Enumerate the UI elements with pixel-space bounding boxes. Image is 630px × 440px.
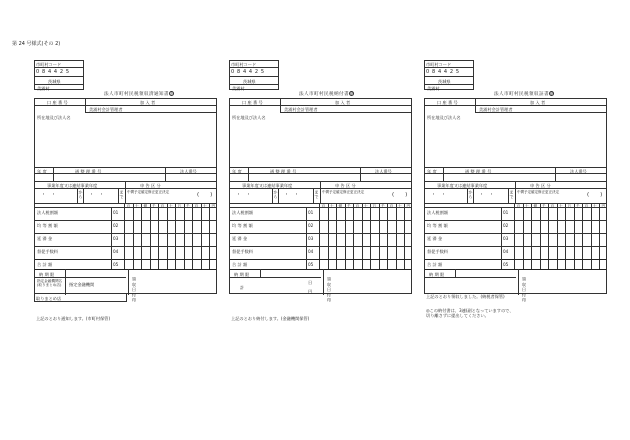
digit-header-6: 万 (177, 203, 182, 208)
digit-header-3: 千 (152, 203, 156, 208)
amount-row-code-4: 05 (308, 262, 314, 267)
digit-header-5: 十 (364, 203, 368, 208)
bank-name-value: 指定金融機関 (69, 282, 95, 287)
form-copy-receipt (424, 60, 607, 360)
form-footer (424, 294, 607, 360)
filing-type-3: 修正 (538, 189, 546, 194)
amount-row-code-0: 01 (503, 210, 509, 215)
digit-header-0: 百 (516, 203, 521, 208)
digit-header-10: 円 (601, 203, 606, 208)
total-label: 計 (240, 285, 245, 290)
form-title-mark: 納 (549, 92, 554, 96)
amount-row-code-2: 03 (503, 236, 509, 241)
digit-header-10: 円 (406, 203, 411, 208)
period-from-label: から (78, 189, 84, 198)
due-date-label: 納 期 限 (234, 272, 250, 277)
amount-row-code-1: 02 (113, 223, 119, 228)
amount-row-code-1: 02 (308, 223, 314, 228)
amount-row-label-1: 均 等 割 額 (427, 223, 448, 228)
town-name: 美浦村 (427, 85, 440, 91)
form-header (229, 60, 412, 101)
digit-header-1: 十 (135, 203, 139, 208)
digit-header-0: 百 (126, 203, 131, 208)
right-note: 上記のとおり領収しました。(納税者保管) (426, 294, 505, 299)
digit-header-7: 千 (186, 203, 190, 208)
digit-header-4: 百 (355, 203, 360, 208)
filing-type-4: 更正 (350, 189, 358, 194)
digit-header-8: 百 (194, 203, 199, 208)
filing-type-0: 中間 (322, 189, 330, 194)
amount-row-code-1: 02 (503, 223, 509, 228)
period-to-label: まで (509, 189, 515, 198)
amount-row-label-0: 法人税割額 (37, 210, 58, 215)
digit-header-9: 十 (593, 203, 597, 208)
form-main-table: 口 座 番 号 加 入 者 美浦村会計管理者 所在地及び法人名 年 度 通 整 理 番 号 法人番号 事業年度又は連結事業年度 申 告 区 分 ・ ・ から ・ ・ まで 中間 予定 確定 修正 更正 決定 ( ) 百 十 億 千 百 十 万 千 百 十 円 法人税割額 01 均 等 割 額 02 延 滞 金 03 督促手数料 04 合 計 額 05 納 期 限 領収日付印 (424, 98, 607, 294)
form-footer (229, 294, 412, 360)
account-number-label: 口 座 番 号 (242, 99, 263, 105)
bottom-note: 上記のとおり納付します。(金融機関保管) (231, 316, 310, 321)
municipal-code-box (424, 60, 474, 90)
period-to-label: まで (119, 189, 125, 198)
payee-label: 加 入 者 (335, 99, 351, 105)
business-period-label: 事業年度又は連結事業年度 (47, 182, 98, 188)
form-copy-notice (34, 60, 217, 360)
form-number: 第 24 号様式(その 2) (12, 41, 61, 47)
amount-row-code-0: 01 (113, 210, 119, 215)
amount-row-label-4: 合 計 額 (232, 262, 248, 267)
filing-type-1: 予定 (134, 189, 142, 194)
filing-type-2: 確定 (531, 189, 539, 194)
payee-label: 加 入 者 (140, 99, 156, 105)
amount-row-code-4: 05 (503, 262, 509, 267)
business-period-label: 事業年度又は連結事業年度 (437, 182, 488, 188)
business-period-label: 事業年度又は連結事業年度 (242, 182, 293, 188)
form-title-text: 法人市町村民税納付書 (299, 92, 349, 97)
reference-number-label: 通 整 理 番 号 (270, 168, 297, 174)
digit-header-0: 百 (321, 203, 326, 208)
amount-row-label-3: 督促手数料 (37, 249, 58, 254)
filing-category-label: 申 告 区 分 (335, 182, 356, 188)
amount-row-code-2: 03 (308, 236, 314, 241)
amount-row-label-4: 合 計 額 (427, 262, 443, 267)
bottom-note: 上記のとおり通知します。(市町村保管) (36, 316, 111, 321)
amount-row-label-4: 合 計 額 (37, 262, 53, 267)
prefecture-name: 茨城県 (438, 78, 451, 84)
payee-name: 美浦村会計管理者 (479, 106, 513, 112)
yen-label: 円 (308, 289, 313, 294)
filing-type-4: 更正 (155, 189, 163, 194)
corporate-number-label: 法人番号 (180, 168, 197, 174)
filing-type-1: 予定 (524, 189, 532, 194)
date-label: 日 (308, 280, 313, 285)
filing-type-3: 修正 (148, 189, 156, 194)
filing-type-5: 決定 (552, 189, 560, 194)
filing-type-0: 中間 (127, 189, 135, 194)
corporate-number-label: 法人番号 (570, 168, 587, 174)
right-note-2: ◎この納付書は、3連(副となっていますので、切り離さずに提出してください。 (426, 308, 514, 319)
municipal-code-box (229, 60, 279, 90)
address-label: 所在地及び法人名 (37, 115, 71, 120)
form-footer (34, 294, 217, 360)
municipal-code-label: 市町村コード (426, 61, 452, 67)
town-name: 美浦村 (37, 85, 50, 91)
municipal-code-digits: 0 8 4 4 2 5 (231, 69, 265, 75)
form-main-table: 口 座 番 号 加 入 者 美浦村会計管理者 所在地及び法人名 年 度 通 整 理 番 号 法人番号 事業年度又は連結事業年度 申 告 区 分 ・ ・ から ・ ・ まで 中間 予定 確定 修正 更正 決定 ( ) 百 十 億 千 百 十 万 千 百 十 円 法人税割額 01 均 等 割 額 02 延 滞 金 03 督促手数料 04 合 計 額 05 納 期 限 計 日 円 領収日付印 (229, 98, 412, 294)
amount-row-label-3: 督促手数料 (427, 249, 448, 254)
digit-header-3: 千 (542, 203, 546, 208)
payee-name: 美浦村会計管理者 (89, 106, 123, 112)
digit-header-2: 億 (338, 203, 343, 208)
digit-header-10: 円 (211, 203, 216, 208)
digit-header-2: 億 (143, 203, 148, 208)
account-number-label: 口 座 番 号 (437, 99, 458, 105)
receipt-stamp-label: 領収日付印 (132, 277, 138, 303)
year-label: 年 度 (232, 168, 242, 174)
form-title-mark: 納 (349, 92, 354, 96)
amount-row-code-3: 04 (113, 249, 119, 254)
amount-row-code-2: 03 (113, 236, 119, 241)
digit-header-6: 万 (372, 203, 377, 208)
payee-label: 加 入 者 (530, 99, 546, 105)
form-title-mark: 市 (169, 92, 174, 96)
digit-header-7: 千 (576, 203, 580, 208)
municipal-code-box (34, 60, 84, 90)
filing-category-label: 申 告 区 分 (140, 182, 161, 188)
digit-header-8: 百 (389, 203, 394, 208)
amount-row-label-1: 均 等 割 額 (232, 223, 253, 228)
town-name: 美浦村 (232, 85, 245, 91)
form-title (104, 91, 174, 98)
municipal-code-label: 市町村コード (231, 61, 257, 67)
form-title (299, 91, 354, 98)
filing-type-5: 決定 (162, 189, 170, 194)
form-header (424, 60, 607, 101)
prefecture-name: 茨城県 (243, 78, 256, 84)
receipt-stamp-label: 領収日付印 (522, 277, 528, 303)
account-number-label: 口 座 番 号 (47, 99, 68, 105)
amount-row-label-3: 督促手数料 (232, 249, 253, 254)
filing-type-2: 確定 (336, 189, 344, 194)
period-from-label: から (273, 189, 279, 198)
filing-type-2: 確定 (141, 189, 149, 194)
municipal-code-digits: 0 8 4 4 2 5 (36, 69, 70, 75)
amount-row-label-2: 延 滞 金 (232, 236, 248, 241)
form-main-table: 口 座 番 号 加 入 者 美浦村会計管理者 所在地及び法人名 年 度 通 整 理 番 号 法人番号 事業年度又は連結事業年度 申 告 区 分 ・ ・ から ・ ・ まで 中間 予定 確定 修正 更正 決定 ( ) 百 十 億 千 百 十 万 千 百 十 円 法人税割額 01 均 等 割 額 02 延 滞 金 03 督促手数料 04 合 計 額 05 納 期 限 指定金融機関名(取りまとめ店) 指定金融機関 領収日付印 (34, 98, 217, 294)
bank-branch-label: 取りまとめ店 (36, 295, 62, 301)
amount-row-label-0: 法人税割額 (232, 210, 253, 215)
amount-row-code-4: 05 (113, 262, 119, 267)
filing-type-0: 中間 (517, 189, 525, 194)
prefecture-name: 茨城県 (48, 78, 61, 84)
address-label: 所在地及び法人名 (427, 115, 461, 120)
due-date-label: 納 期 限 (429, 272, 445, 277)
year-label: 年 度 (427, 168, 437, 174)
bank-name-label: 指定金融機関名(取りまとめ店) (37, 279, 63, 288)
digit-header-8: 百 (584, 203, 589, 208)
reference-number-label: 通 整 理 番 号 (75, 168, 102, 174)
municipal-code-digits: 0 8 4 4 2 5 (426, 69, 460, 75)
filing-type-1: 予定 (329, 189, 337, 194)
amount-row-label-1: 均 等 割 額 (37, 223, 58, 228)
reference-number-label: 通 整 理 番 号 (465, 168, 492, 174)
form-copy-payment (229, 60, 412, 360)
municipal-code-label: 市町村コード (36, 61, 62, 67)
digit-header-6: 万 (567, 203, 572, 208)
payee-name: 美浦村会計管理者 (284, 106, 318, 112)
digit-header-3: 千 (347, 203, 351, 208)
digit-header-1: 十 (525, 203, 529, 208)
digit-header-5: 十 (169, 203, 173, 208)
amount-row-code-3: 04 (503, 249, 509, 254)
form-title-text: 法人市町村民税領収証書 (494, 92, 549, 97)
amount-row-code-0: 01 (308, 210, 314, 215)
digit-header-5: 十 (559, 203, 563, 208)
amount-row-label-2: 延 滞 金 (37, 236, 53, 241)
filing-type-5: 決定 (357, 189, 365, 194)
digit-header-1: 十 (330, 203, 334, 208)
form-title (494, 91, 554, 98)
corporate-number-label: 法人番号 (375, 168, 392, 174)
amount-row-code-3: 04 (308, 249, 314, 254)
period-to-label: まで (314, 189, 320, 198)
digit-header-9: 十 (203, 203, 207, 208)
digit-header-2: 億 (533, 203, 538, 208)
amount-row-label-0: 法人税割額 (427, 210, 448, 215)
filing-type-3: 修正 (343, 189, 351, 194)
filing-type-4: 更正 (545, 189, 553, 194)
digit-header-9: 十 (398, 203, 402, 208)
address-label: 所在地及び法人名 (232, 115, 266, 120)
year-label: 年 度 (37, 168, 47, 174)
due-date-label: 納 期 限 (39, 272, 55, 277)
digit-header-4: 百 (160, 203, 165, 208)
digit-header-4: 百 (550, 203, 555, 208)
digit-header-7: 千 (381, 203, 385, 208)
form-header (34, 60, 217, 101)
form-title-text: 法人市町村民税領収済通知書 (104, 92, 169, 97)
filing-category-label: 申 告 区 分 (530, 182, 551, 188)
amount-row-label-2: 延 滞 金 (427, 236, 443, 241)
period-from-label: から (468, 189, 474, 198)
receipt-stamp-label: 領収日付印 (327, 277, 333, 303)
